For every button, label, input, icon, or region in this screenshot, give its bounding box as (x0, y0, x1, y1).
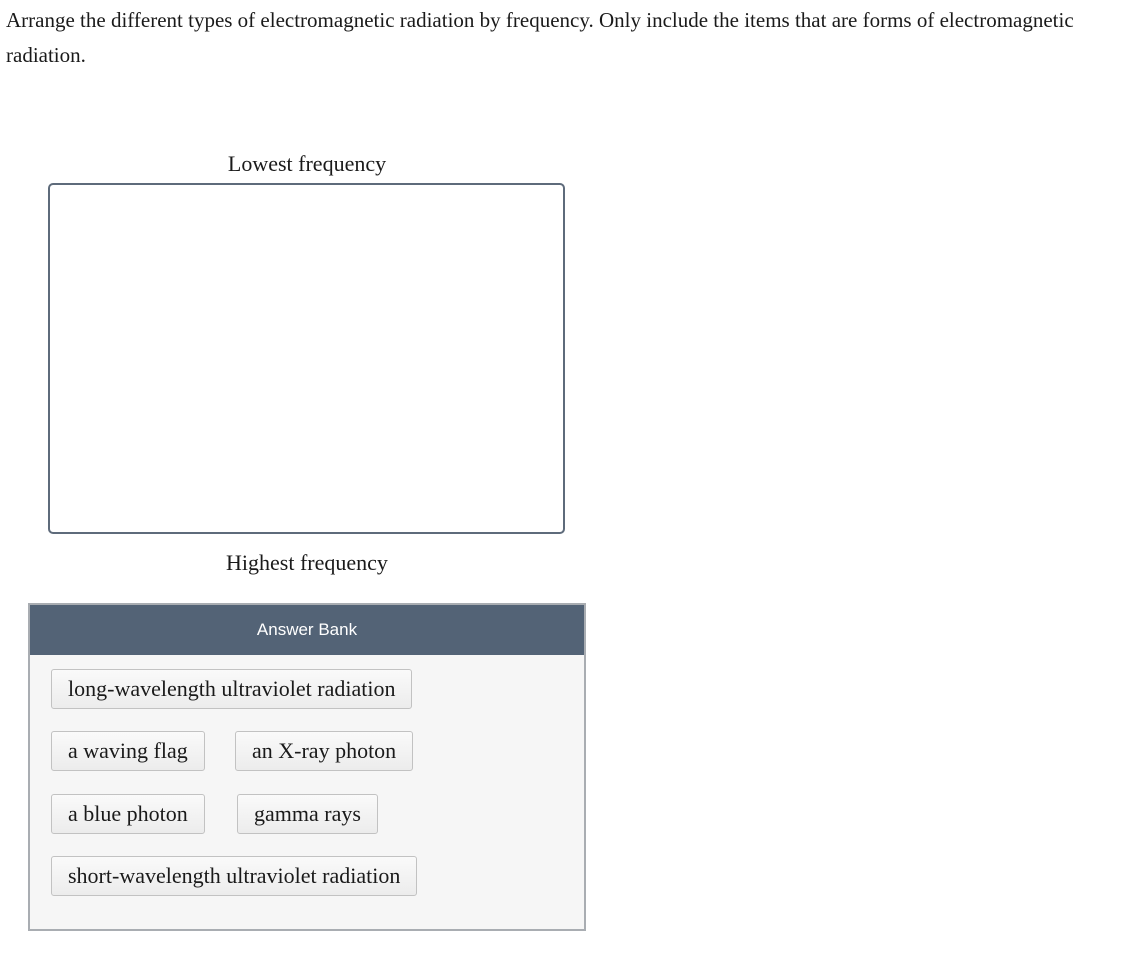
answer-bank-title: Answer Bank (30, 605, 584, 655)
answer-chip-long-wavelength-uv[interactable]: long-wavelength ultraviolet radiation (51, 669, 412, 709)
lowest-frequency-label: Lowest frequency (227, 151, 387, 176)
answer-chip-gamma-rays[interactable]: gamma rays (237, 794, 378, 834)
answer-chip-x-ray-photon[interactable]: an X-ray photon (235, 731, 413, 771)
answer-bank (28, 603, 586, 931)
highest-frequency-label: Highest frequency (226, 550, 388, 575)
ranking-drop-zone[interactable] (48, 183, 565, 534)
answer-chip-short-wavelength-uv[interactable]: short-wavelength ultraviolet radiation (51, 856, 417, 896)
question-text: Arrange the different types of electromagnetic radiation by frequency. Only include the items that are forms of electromagnetic radiation. (6, 8, 1074, 67)
answer-chip-waving-flag[interactable]: a waving flag (51, 731, 205, 771)
answer-chip-blue-photon[interactable]: a blue photon (51, 794, 205, 834)
